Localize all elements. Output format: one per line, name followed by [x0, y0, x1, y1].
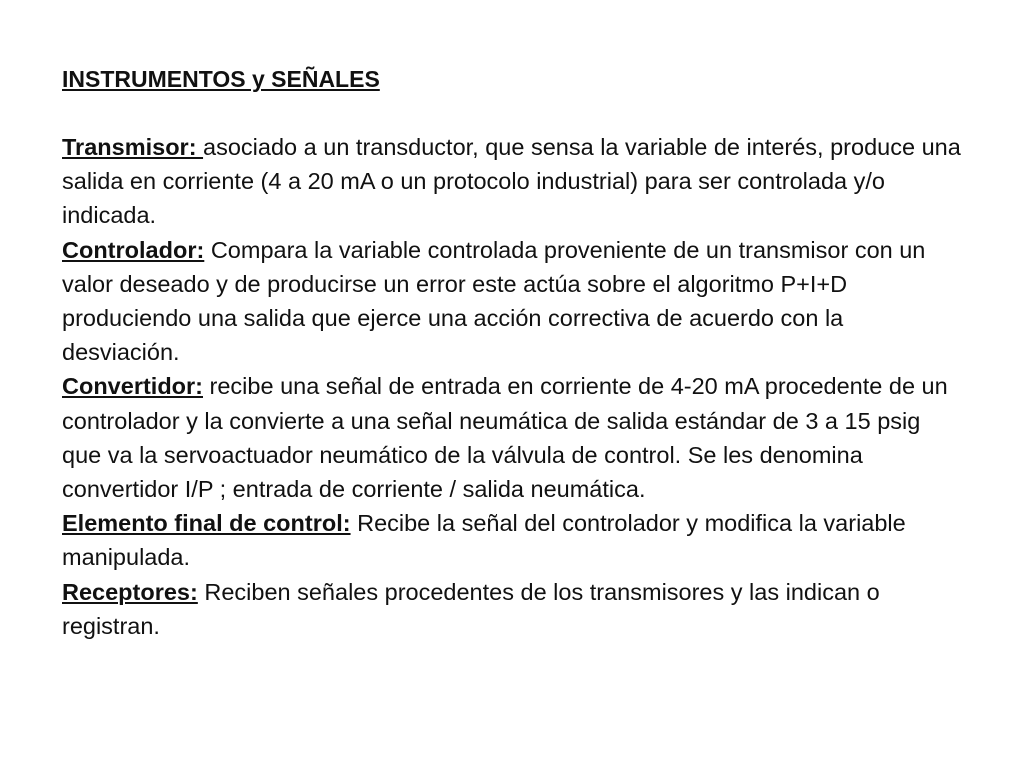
term-convertidor: Convertidor: [62, 373, 203, 400]
page-title: INSTRUMENTOS y SEÑALES [62, 66, 380, 92]
title-spacer [62, 96, 966, 130]
text-convertidor: recibe una señal de entrada en corriente de 4-20 mA procedente de un controlador y la convierte a una señal neumática de salida estándar de 3 a 15 psig que va la servoactuador neumático de la válvula de control. Se les denomina convertidor I/P ; entrada de corriente / salida neumática. [62, 373, 948, 503]
term-receptores: Receptores: [62, 578, 198, 605]
text-receptores: Reciben señales procedentes de los transmisores y las indican o registran. [62, 578, 880, 639]
definition-elemento-final [62, 506, 966, 574]
text-elemento-final: Recibe la señal del controlador y modifica la variable manipulada. [62, 510, 906, 571]
definition-convertidor [62, 369, 966, 506]
text-controlador: Compara la variable controlada proveniente de un transmisor con un valor deseado y de producirse un error este actúa sobre el algoritmo P+I+D produciendo una salida que ejerce una acción correctiva de acuerdo con la desviación. [62, 236, 926, 366]
slide-content [62, 62, 966, 643]
definition-transmisor [62, 130, 966, 233]
definition-receptores [62, 575, 966, 643]
term-elemento-final: Elemento final de control: [62, 510, 351, 537]
text-transmisor: asociado a un transductor, que sensa la variable de interés, produce una salida en corriente (4 a 20 mA o un protocolo industrial) para ser controlada y/o indicada. [62, 134, 961, 229]
definition-controlador [62, 233, 966, 370]
term-controlador: Controlador: [62, 236, 205, 263]
term-transmisor: Transmisor: [62, 134, 204, 160]
